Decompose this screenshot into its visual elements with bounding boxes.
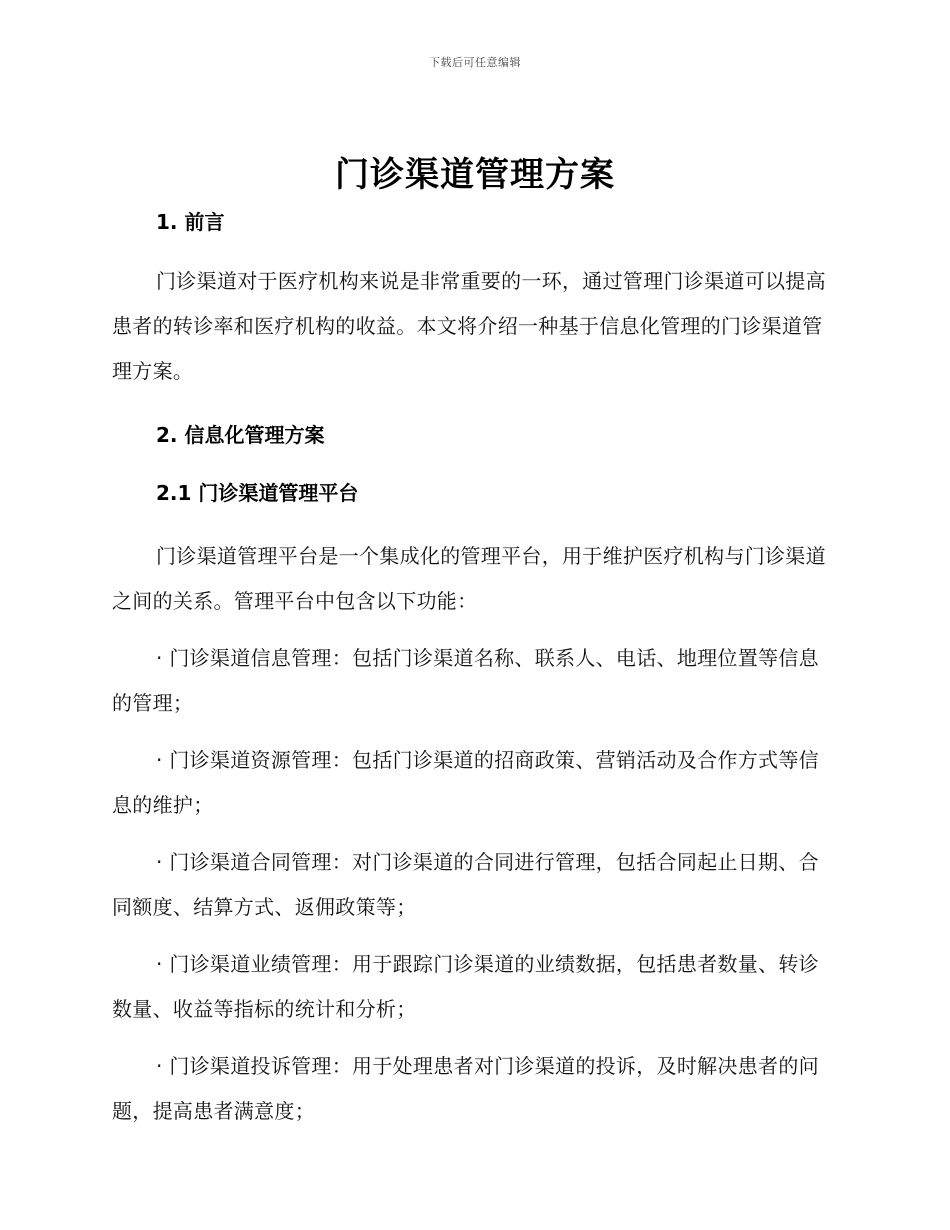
bullet-item-complaint: · 门诊渠道投诉管理：用于处理患者对门诊渠道的投诉，及时解决患者的问题，提高患者满意度；	[112, 1054, 819, 1123]
document-title: 门诊渠道管理方案	[335, 155, 615, 195]
bullet-item-info: · 门诊渠道信息管理：包括门诊渠道名称、联系人、电话、地理位置等信息的管理；	[112, 646, 819, 715]
platform-paragraph: 门诊渠道管理平台是一个集成化的管理平台，用于维护医疗机构与门诊渠道之间的关系。管理平台中包含以下功能：	[112, 544, 826, 613]
bullet-item-resource: · 门诊渠道资源管理：包括门诊渠道的招商政策、营销活动及合作方式等信息的维护；	[112, 748, 819, 817]
bullet-item-performance: · 门诊渠道业绩管理：用于跟踪门诊渠道的业绩数据，包括患者数量、转诊数量、收益等指标的统计和分析；	[112, 952, 819, 1021]
subsection-heading-platform: 2.1 门诊渠道管理平台	[156, 481, 359, 505]
document-body	[112, 205, 832, 1134]
bullet-item-contract: · 门诊渠道合同管理：对门诊渠道的合同进行管理，包括合同起止日期、合同额度、结算方式、返佣政策等；	[112, 850, 819, 919]
preface-paragraph: 门诊渠道对于医疗机构来说是非常重要的一环，通过管理门诊渠道可以提高患者的转诊率和医疗机构的收益。本文将介绍一种基于信息化管理的门诊渠道管理方案。	[112, 269, 826, 383]
section-heading-informatization: 2. 信息化管理方案	[156, 423, 325, 447]
header-note: 下载后可任意编辑	[429, 56, 521, 69]
section-heading-preface: 1. 前言	[156, 210, 225, 234]
